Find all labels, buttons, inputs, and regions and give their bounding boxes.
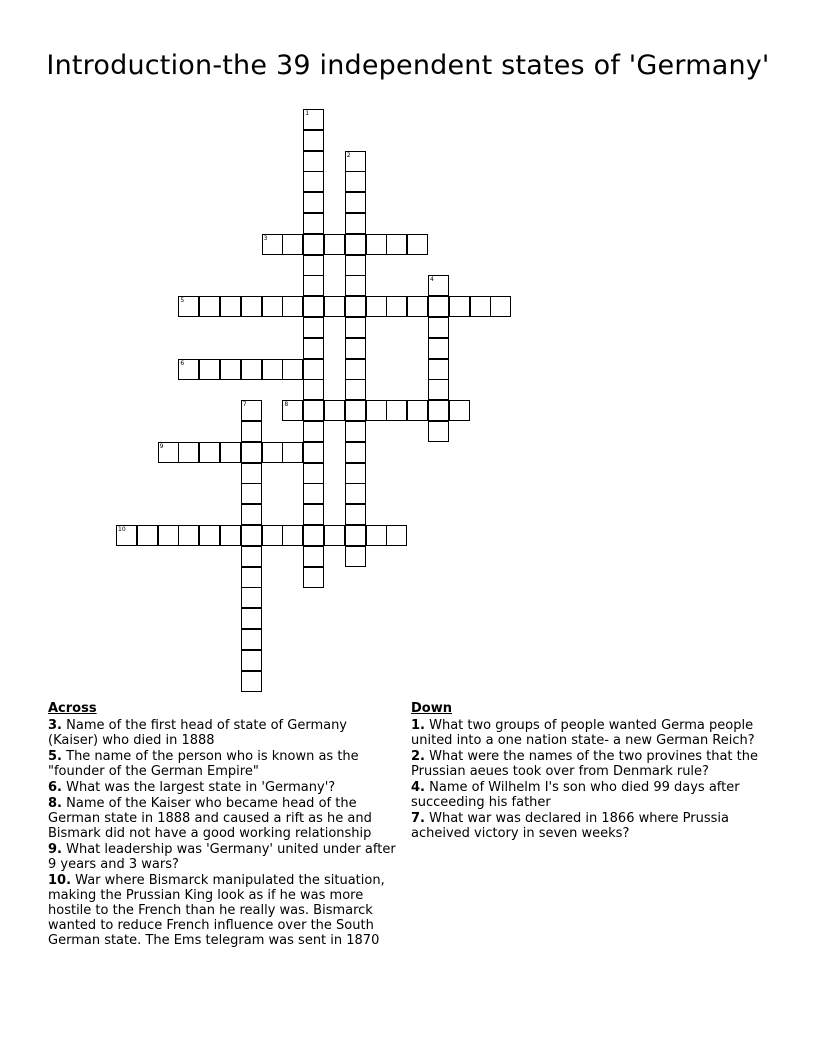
grid-cell[interactable] <box>303 109 324 130</box>
grid-cell[interactable] <box>241 650 262 671</box>
grid-cell[interactable] <box>407 234 428 255</box>
grid-cell[interactable] <box>303 192 324 213</box>
grid-cell[interactable] <box>241 442 262 463</box>
grid-cell[interactable] <box>303 525 324 546</box>
grid-cell[interactable] <box>241 567 262 588</box>
across-clue <box>48 796 400 841</box>
grid-cell[interactable] <box>366 296 387 317</box>
grid-cell[interactable] <box>241 587 262 608</box>
grid-cell[interactable] <box>428 421 449 442</box>
clue-number: 9. <box>48 842 62 857</box>
grid-cell[interactable] <box>116 525 137 546</box>
cell-number: 3 <box>263 234 268 242</box>
clue-text: Name of the Kaiser who became head of the German state in 1888 and caused a rift as he and Bismark did not have a good working relationship <box>48 796 372 841</box>
cell-number: 2 <box>346 151 351 159</box>
grid-cell[interactable] <box>449 296 470 317</box>
grid-cell[interactable] <box>303 463 324 484</box>
grid-cell[interactable] <box>262 296 283 317</box>
down-clues <box>411 701 763 842</box>
clue-text: Name of Wilhelm I's son who died 99 days after succeeding his father <box>411 780 740 810</box>
grid-cell[interactable] <box>324 234 345 255</box>
grid-cell[interactable] <box>241 421 262 442</box>
grid-cell[interactable] <box>220 359 241 380</box>
grid-cell[interactable] <box>345 379 366 400</box>
clue-text: The name of the person who is known as the "founder of the German Empire" <box>48 749 359 779</box>
grid-cell[interactable] <box>428 296 449 317</box>
grid-cell[interactable] <box>428 400 449 421</box>
grid-cell[interactable] <box>199 442 220 463</box>
grid-cell[interactable] <box>303 400 324 421</box>
grid-cell[interactable] <box>282 359 303 380</box>
cell-number: 7 <box>242 401 247 409</box>
grid-cell[interactable] <box>178 296 199 317</box>
clue-number: 1. <box>411 718 425 733</box>
grid-cell[interactable] <box>137 525 158 546</box>
across-clue <box>48 780 400 795</box>
grid-cell[interactable] <box>303 567 324 588</box>
across-clue <box>48 718 400 748</box>
grid-cell[interactable] <box>241 546 262 567</box>
cell-number: 5 <box>180 297 185 305</box>
clue-number: 7. <box>411 811 425 826</box>
grid-cell[interactable] <box>303 338 324 359</box>
grid-cell[interactable] <box>303 546 324 567</box>
grid-cell[interactable] <box>303 151 324 172</box>
grid-cell[interactable] <box>386 400 407 421</box>
grid-cell[interactable] <box>366 400 387 421</box>
grid-cell[interactable] <box>303 213 324 234</box>
grid-cell[interactable] <box>158 442 179 463</box>
grid-cell[interactable] <box>241 296 262 317</box>
grid-cell[interactable] <box>303 171 324 192</box>
grid-cell[interactable] <box>241 525 262 546</box>
grid-cell[interactable] <box>345 317 366 338</box>
cell-number: 9 <box>159 442 164 450</box>
grid-cell[interactable] <box>303 255 324 276</box>
grid-cell[interactable] <box>241 359 262 380</box>
grid-cell[interactable] <box>324 525 345 546</box>
clue-text: What were the names of the two provines that the Prussian aeues took over from Denmark rule? <box>411 749 758 779</box>
across-heading: Across <box>48 701 97 716</box>
grid-cell[interactable] <box>282 442 303 463</box>
clue-number: 10. <box>48 873 72 888</box>
grid-cell[interactable] <box>303 504 324 525</box>
across-clue <box>48 873 400 948</box>
grid-cell[interactable] <box>345 546 366 567</box>
grid-cell[interactable] <box>303 130 324 151</box>
grid-cell[interactable] <box>345 338 366 359</box>
clue-text: What was the largest state in 'Germany'? <box>66 780 336 795</box>
grid-cell[interactable] <box>199 359 220 380</box>
grid-cell[interactable] <box>282 296 303 317</box>
grid-cell[interactable] <box>220 525 241 546</box>
grid-cell[interactable] <box>345 504 366 525</box>
grid-cell[interactable] <box>241 629 262 650</box>
clue-text: What leadership was 'Germany' united under after 9 years and 3 wars? <box>48 842 396 872</box>
grid-cell[interactable] <box>345 234 366 255</box>
clue-number: 2. <box>411 749 425 764</box>
grid-cell[interactable] <box>345 275 366 296</box>
clue-number: 4. <box>411 780 425 795</box>
cell-number: 10 <box>118 526 126 533</box>
grid-cell[interactable] <box>303 442 324 463</box>
grid-cell[interactable] <box>178 525 199 546</box>
grid-cell[interactable] <box>303 317 324 338</box>
grid-cell[interactable] <box>366 234 387 255</box>
grid-cell[interactable] <box>262 525 283 546</box>
grid-cell[interactable] <box>345 171 366 192</box>
grid-cell[interactable] <box>241 400 262 421</box>
grid-cell[interactable] <box>470 296 491 317</box>
grid-cell[interactable] <box>303 483 324 504</box>
grid-cell[interactable] <box>199 525 220 546</box>
down-clue <box>411 749 763 779</box>
grid-cell[interactable] <box>241 608 262 629</box>
grid-cell[interactable] <box>345 483 366 504</box>
across-clues <box>48 701 400 949</box>
grid-cell[interactable] <box>303 296 324 317</box>
across-clue <box>48 749 400 779</box>
cell-number: 8 <box>284 401 289 409</box>
grid-cell[interactable] <box>345 463 366 484</box>
down-clue <box>411 718 763 748</box>
grid-cell[interactable] <box>262 359 283 380</box>
grid-cell[interactable] <box>449 400 470 421</box>
grid-cell[interactable] <box>303 275 324 296</box>
down-heading: Down <box>411 701 452 716</box>
grid-cell[interactable] <box>345 192 366 213</box>
grid-cell[interactable] <box>345 359 366 380</box>
grid-cell[interactable] <box>345 255 366 276</box>
grid-cell[interactable] <box>282 525 303 546</box>
grid-cell[interactable] <box>345 525 366 546</box>
grid-cell[interactable] <box>282 234 303 255</box>
clue-number: 8. <box>48 796 62 811</box>
down-clue <box>411 811 763 841</box>
clue-text: What war was declared in 1866 where Prussia acheived victory in seven weeks? <box>411 811 729 841</box>
grid-cell[interactable] <box>407 296 428 317</box>
clue-text: What two groups of people wanted Germa people united into a one nation state- a new German Reich? <box>411 718 755 748</box>
grid-cell[interactable] <box>386 296 407 317</box>
grid-cell[interactable] <box>220 296 241 317</box>
grid-cell[interactable] <box>199 296 220 317</box>
cell-number: 4 <box>430 276 434 284</box>
clue-text: War where Bismarck manipulated the situation, making the Prussian King look as if he was more hostile to the French than he really was. Bismarck wanted to reduce French influence over the South German state. The Ems telegram was sent in 1870 <box>48 873 385 948</box>
grid-cell[interactable] <box>241 463 262 484</box>
down-clue <box>411 780 763 810</box>
grid-cell[interactable] <box>241 504 262 525</box>
grid-cell[interactable] <box>345 421 366 442</box>
cell-number: 1 <box>305 110 310 117</box>
grid-cell[interactable] <box>241 483 262 504</box>
grid-cell[interactable] <box>158 525 179 546</box>
grid-cell[interactable] <box>428 275 449 296</box>
grid-cell[interactable] <box>407 400 428 421</box>
grid-cell[interactable] <box>345 442 366 463</box>
grid-cell[interactable] <box>345 400 366 421</box>
grid-cell[interactable] <box>345 296 366 317</box>
grid-cell[interactable] <box>428 338 449 359</box>
grid-cell[interactable] <box>345 213 366 234</box>
page-title: Introduction-the 39 independent states of 'Germany' <box>46 50 770 81</box>
grid-cell[interactable] <box>241 671 262 692</box>
grid-cell[interactable] <box>303 234 324 255</box>
clue-number: 5. <box>48 749 62 764</box>
grid-cell[interactable] <box>386 234 407 255</box>
grid-cell[interactable] <box>428 317 449 338</box>
grid-cell[interactable] <box>490 296 511 317</box>
clue-number: 6. <box>48 780 62 795</box>
grid-cell[interactable] <box>220 442 241 463</box>
grid-cell[interactable] <box>428 379 449 400</box>
clue-number: 3. <box>48 718 62 733</box>
across-clue <box>48 842 400 872</box>
grid-cell[interactable] <box>386 525 407 546</box>
grid-cell[interactable] <box>282 400 303 421</box>
grid-cell[interactable] <box>178 442 199 463</box>
grid-cell[interactable] <box>262 234 283 255</box>
grid-cell[interactable] <box>303 421 324 442</box>
grid-cell[interactable] <box>428 359 449 380</box>
clue-text: Name of the first head of state of Germany (Kaiser) who died in 1888 <box>48 718 348 748</box>
grid-cell[interactable] <box>303 359 324 380</box>
grid-cell[interactable] <box>262 442 283 463</box>
grid-cell[interactable] <box>324 400 345 421</box>
grid-cell[interactable] <box>345 151 366 172</box>
grid-cell[interactable] <box>303 379 324 400</box>
grid-cell[interactable] <box>366 525 387 546</box>
grid-cell[interactable] <box>324 296 345 317</box>
cell-number: 6 <box>180 359 185 367</box>
grid-cell[interactable] <box>178 359 199 380</box>
